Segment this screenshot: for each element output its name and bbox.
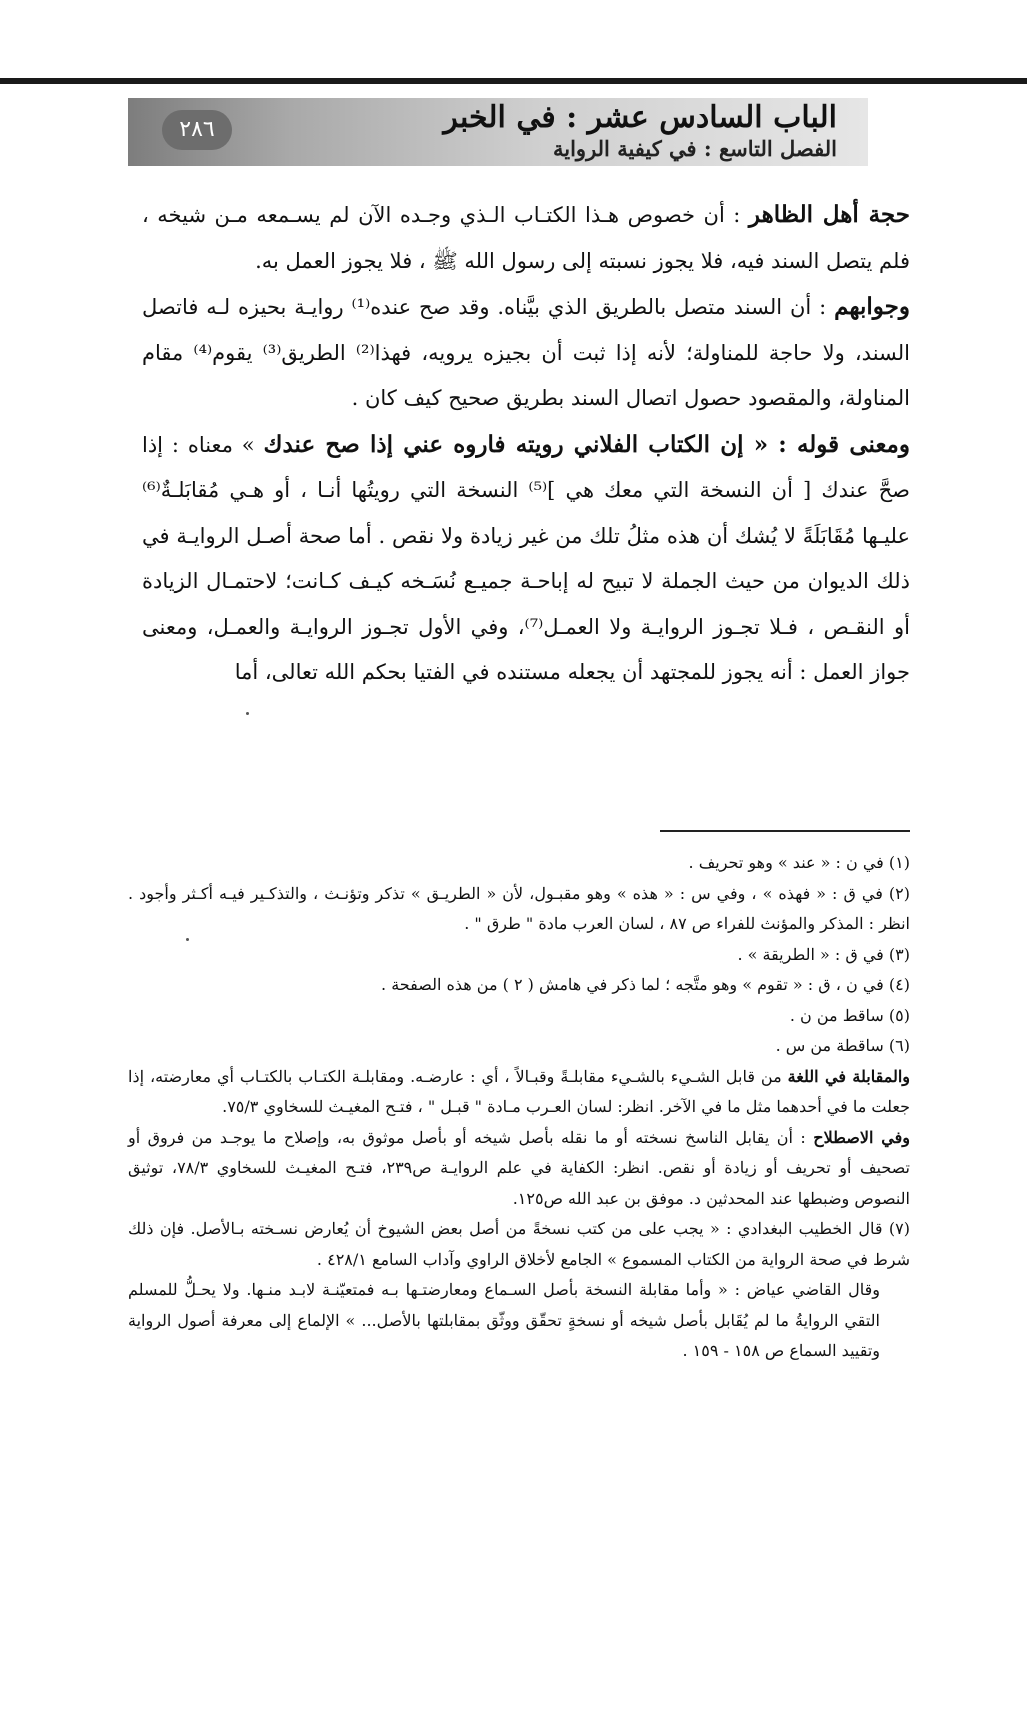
paragraph-lead: وجوابهم	[834, 293, 911, 320]
footnote-3: (٣) في ق : « الطريقة » .	[737, 944, 910, 964]
footnote-lead: والمقابلة في اللغة	[787, 1066, 910, 1086]
footnote-separator	[660, 830, 910, 832]
paragraph-meaning	[142, 422, 910, 696]
paragraph-reply	[142, 284, 910, 422]
chapter-title: الباب السادس عشر : في الخبر	[443, 100, 837, 135]
footnote-4: (٤) في ن ، ق : « تقوم » وهو متَّجه ؛ لما ذكر في هامش ( ٢ ) من هذه الصفحة .	[381, 975, 910, 994]
footnote-1: (١) في ن : « عند » وهو تحريف .	[688, 853, 910, 872]
main-text	[142, 192, 910, 696]
section-title: الفصل التاسع : في كيفية الرواية	[552, 136, 837, 161]
footnote-6: (٦) ساقطة من س .	[775, 1036, 910, 1055]
paragraph-lead: ومعنى قوله : «	[753, 430, 910, 458]
page-number: ٢٨٦	[162, 110, 232, 150]
paragraph-text: » معناه : إذا صحَّ عندك [ أن النسخة التي معك هي ]⁽⁵⁾ النسخة التي رويتُها أنـا ، أو هـي مُقابَلـةٌ⁽⁶⁾ عليـها مُقَابَلَةً لا يُشك أن هذه مثلُ تلك من غير زيادة ولا نقص . أما صحة أصـل الروايـة في ذلك الديوان من حيث الجملة لا تبيح له إباحـة جميـع نُسَـخه كيـف كـانت؛ لاحتمـال الزيادة أو النقـص ، فـلا تجـوز الروايـة ولا العمـل⁽⁷⁾، وفي الأول تجـوز الروايـة والعمـل، ومعنى جواز العمل : أنه يجوز للمجتهد أن يجعله مستنده في الفتيا بحكم الله تعالى، أما	[142, 432, 910, 684]
scan-speck	[246, 712, 249, 715]
footnote-5: (٥) ساقط من ن .	[789, 1005, 910, 1025]
paragraph-zahiri-argument	[142, 192, 910, 284]
paragraph-text: : أن خصوص هـذا الكتـاب الـذي وجـده الآن لم يسـمعه مـن شيخه ، فلم يتصل السند فيه، فلا يجوز نسبته إلى رسول الله ﷺ ، فلا يجوز العمل به.	[142, 203, 910, 273]
paragraph-lead: حجة أهل الظاهر	[748, 201, 910, 228]
footnote-2: (٢) في ق : « فهذه » ، وفي س : « هذه » وهو مقبـول، لأن « الطريـق » تذكر وتؤنـث ، والتذكـير فيـه أكـثر وأجود . انظر : المذكر والمؤنث للفراء ص ٨٧ ، لسان العرب مادة " طرق " .	[128, 883, 910, 933]
quoted-phrase: إن الكتاب الفلاني رويته فاروه عني إذا صح عندك	[263, 430, 754, 458]
footnote-7-continued: وقال القاضي عياض : « وأما مقابلة النسخة بأصل السـماع ومعارضتـها بـه فمتعيّنـة لابـد منـها. ولا يحـلُّ للمسلم التقي الروايةُ ما لم يُقَابل بأصل شيخه أو نسخةٍ تحقّق ووثّق بمقابلتها بالأصل... » الإلماع إلى معرفة أصول الرواية وتقييد السماع ص ١٥٨ - ١٥٩ .	[128, 1280, 880, 1360]
footnote-6-lexical	[128, 1062, 910, 1123]
footnote-6-technical	[128, 1123, 910, 1215]
top-rule	[0, 78, 1027, 84]
footnote-7: (٧) قال الخطيب البغدادي : « يجب على من كتب نسخةً من أصل بعض الشيوخ أن يُعارض نسـخته بـالأصل. فإن ذلك شرط في صحة الرواية من الكتاب المسموع » الجامع لأخلاق الراوي وآداب السامع ٤٢٨/١ .	[128, 1219, 910, 1269]
footnote-text: من قابل الشـيء بالشـيء مقابلـةً وقبـالاً ، أي : عارضـه. ومقابلـة الكتـاب بالكتـاب أي معارضته، إذا جعلت ما في أحدهما مثل ما في الآخر. انظر: لسان العـرب مـادة " قبـل " ، فتـح المغيـث للسخاوي ٧٥/٣.	[128, 1066, 910, 1116]
footnote-text: : أن يقابل الناسخ نسخته أو ما نقله بأصل شيخه أو بأصل موثوق به، وإصلاح ما يوجـد من فروق أو تصحيف أو تحريف أو زيادة أو نقص. انظر: الكفاية في علم الروايـة ص٢٣٩، فتـح المغيـث للسخاوي ٧٨/٣، توثيق النصوص وضبطها عند المحدثين د. موفق بن عبد الله ص١٢٥.	[128, 1127, 911, 1208]
paragraph-text: : أن السند متصل بالطريق الذي بيَّناه. وقد صح عنده⁽¹⁾ روايـة بحيزه لـه فاتصل السند، ولا حاجة للمناولة؛ لأنه إذا ثبت أن بجيزه يرويه، فهذا⁽²⁾ الطريق⁽³⁾ يقوم⁽⁴⁾ مقام المناولة، والمقصود حصول اتصال السند بطريق صحيح كيف كان .	[142, 295, 911, 410]
footnote-lead: وفي الاصطلاح	[813, 1127, 911, 1147]
footnotes	[128, 848, 910, 1367]
